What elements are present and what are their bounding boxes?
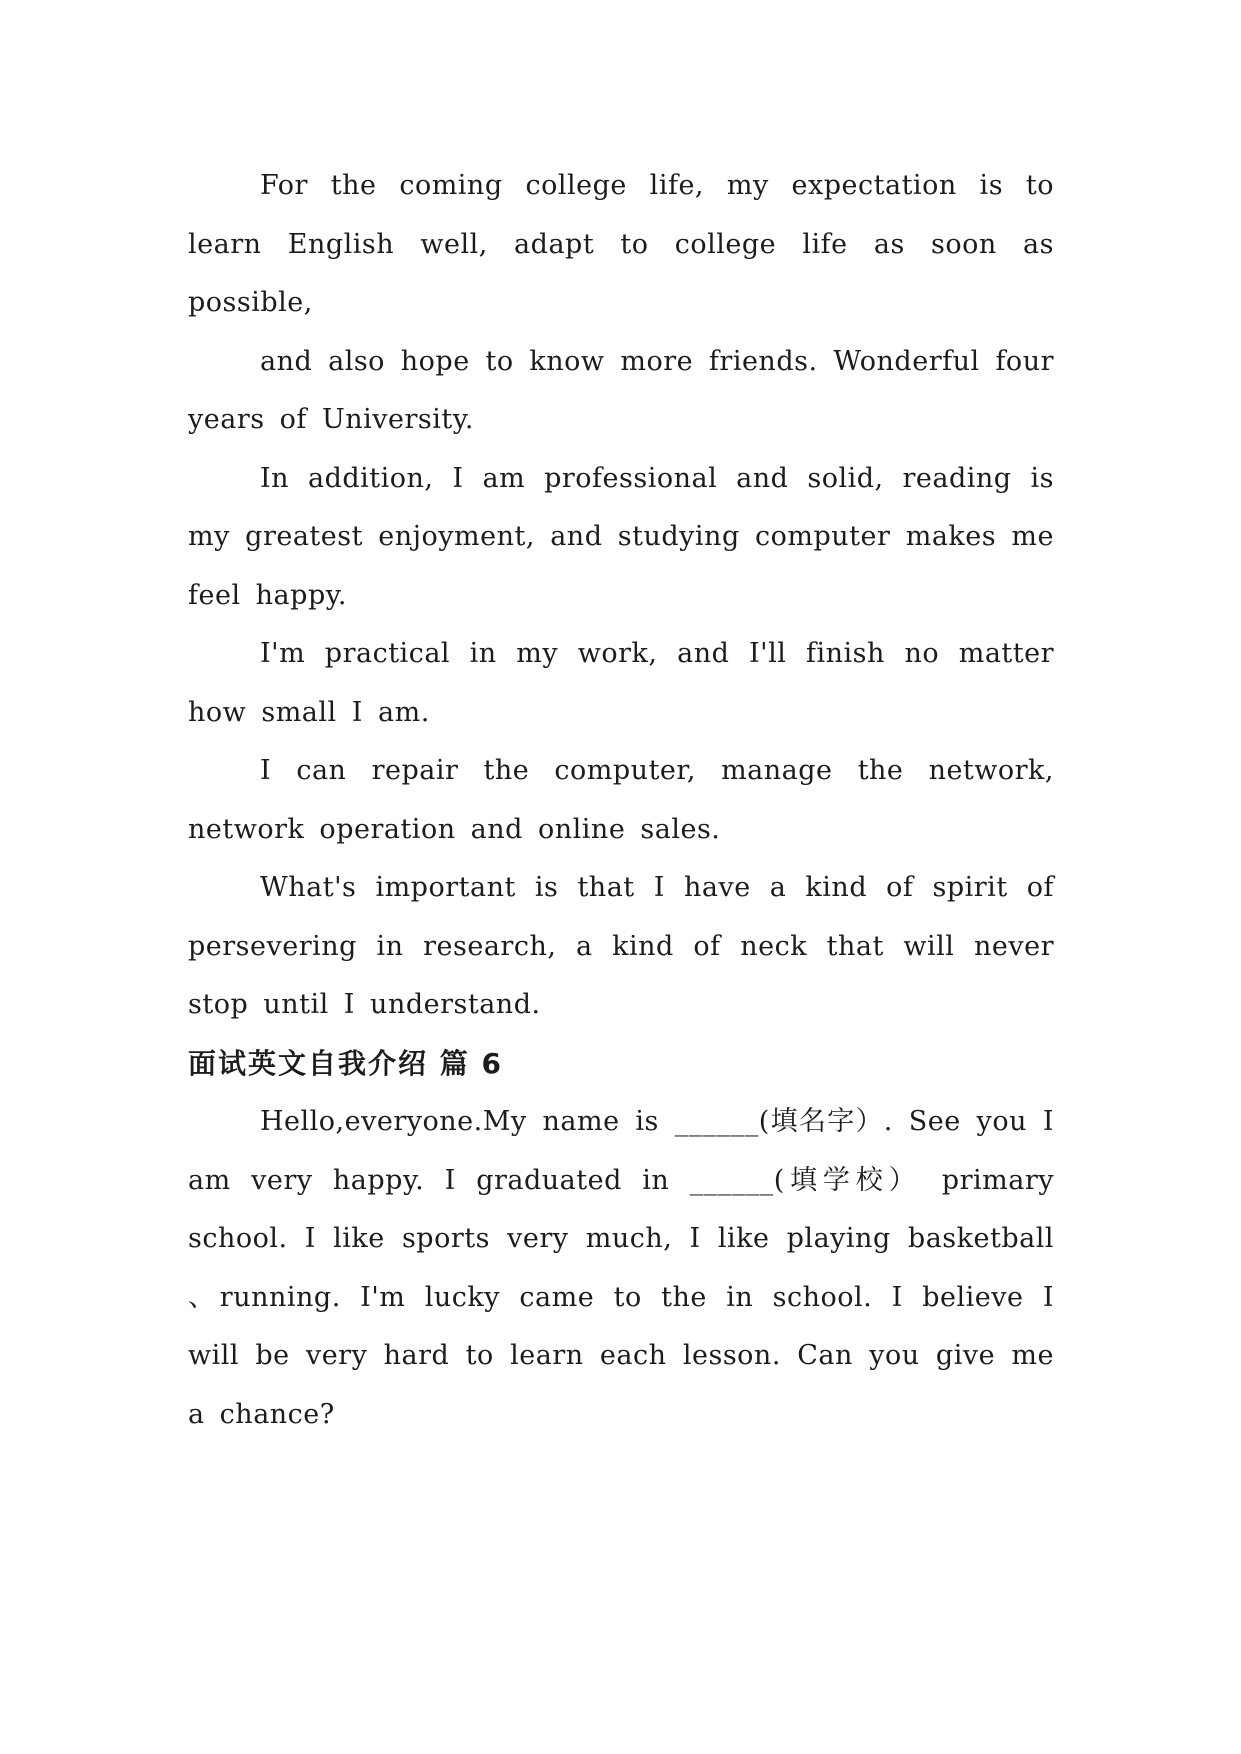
paragraph-friends: and also hope to know more friends. Wonderful four years of University. xyxy=(188,345,1054,435)
paragraph-college-expectation: For the coming college life, my expectation is to learn English well, adapt to college life as soon as possible, xyxy=(188,170,1054,318)
paragraph-perseverance: What's important is that I have a kind of spirit of persevering in research, a kind of neck that will never stop until I understand. xyxy=(188,872,1054,1020)
document-page xyxy=(188,157,1054,1444)
paragraph-hello-introduction: Hello,everyone.My name is ______(填名字）. See you I am very happy. I graduated in ______(填学校） primary school. I like sports very much, I like playing basketball 、running. I'm lucky came to the in school. I believe I will be very hard to learn each lesson. Can you give me a chance? xyxy=(188,1106,1054,1430)
paragraph-professional: In addition, I am professional and solid, reading is my greatest enjoyment, and studying computer makes me feel happy. xyxy=(188,462,1054,611)
paragraph-practical: I'm practical in my work, and I'll finish no matter how small I am. xyxy=(188,638,1054,728)
section-heading: 面试英文自我介绍 篇 6 xyxy=(188,1046,503,1080)
paragraph-computer-skills: I can repair the computer, manage the network, network operation and online sales. xyxy=(188,755,1054,845)
